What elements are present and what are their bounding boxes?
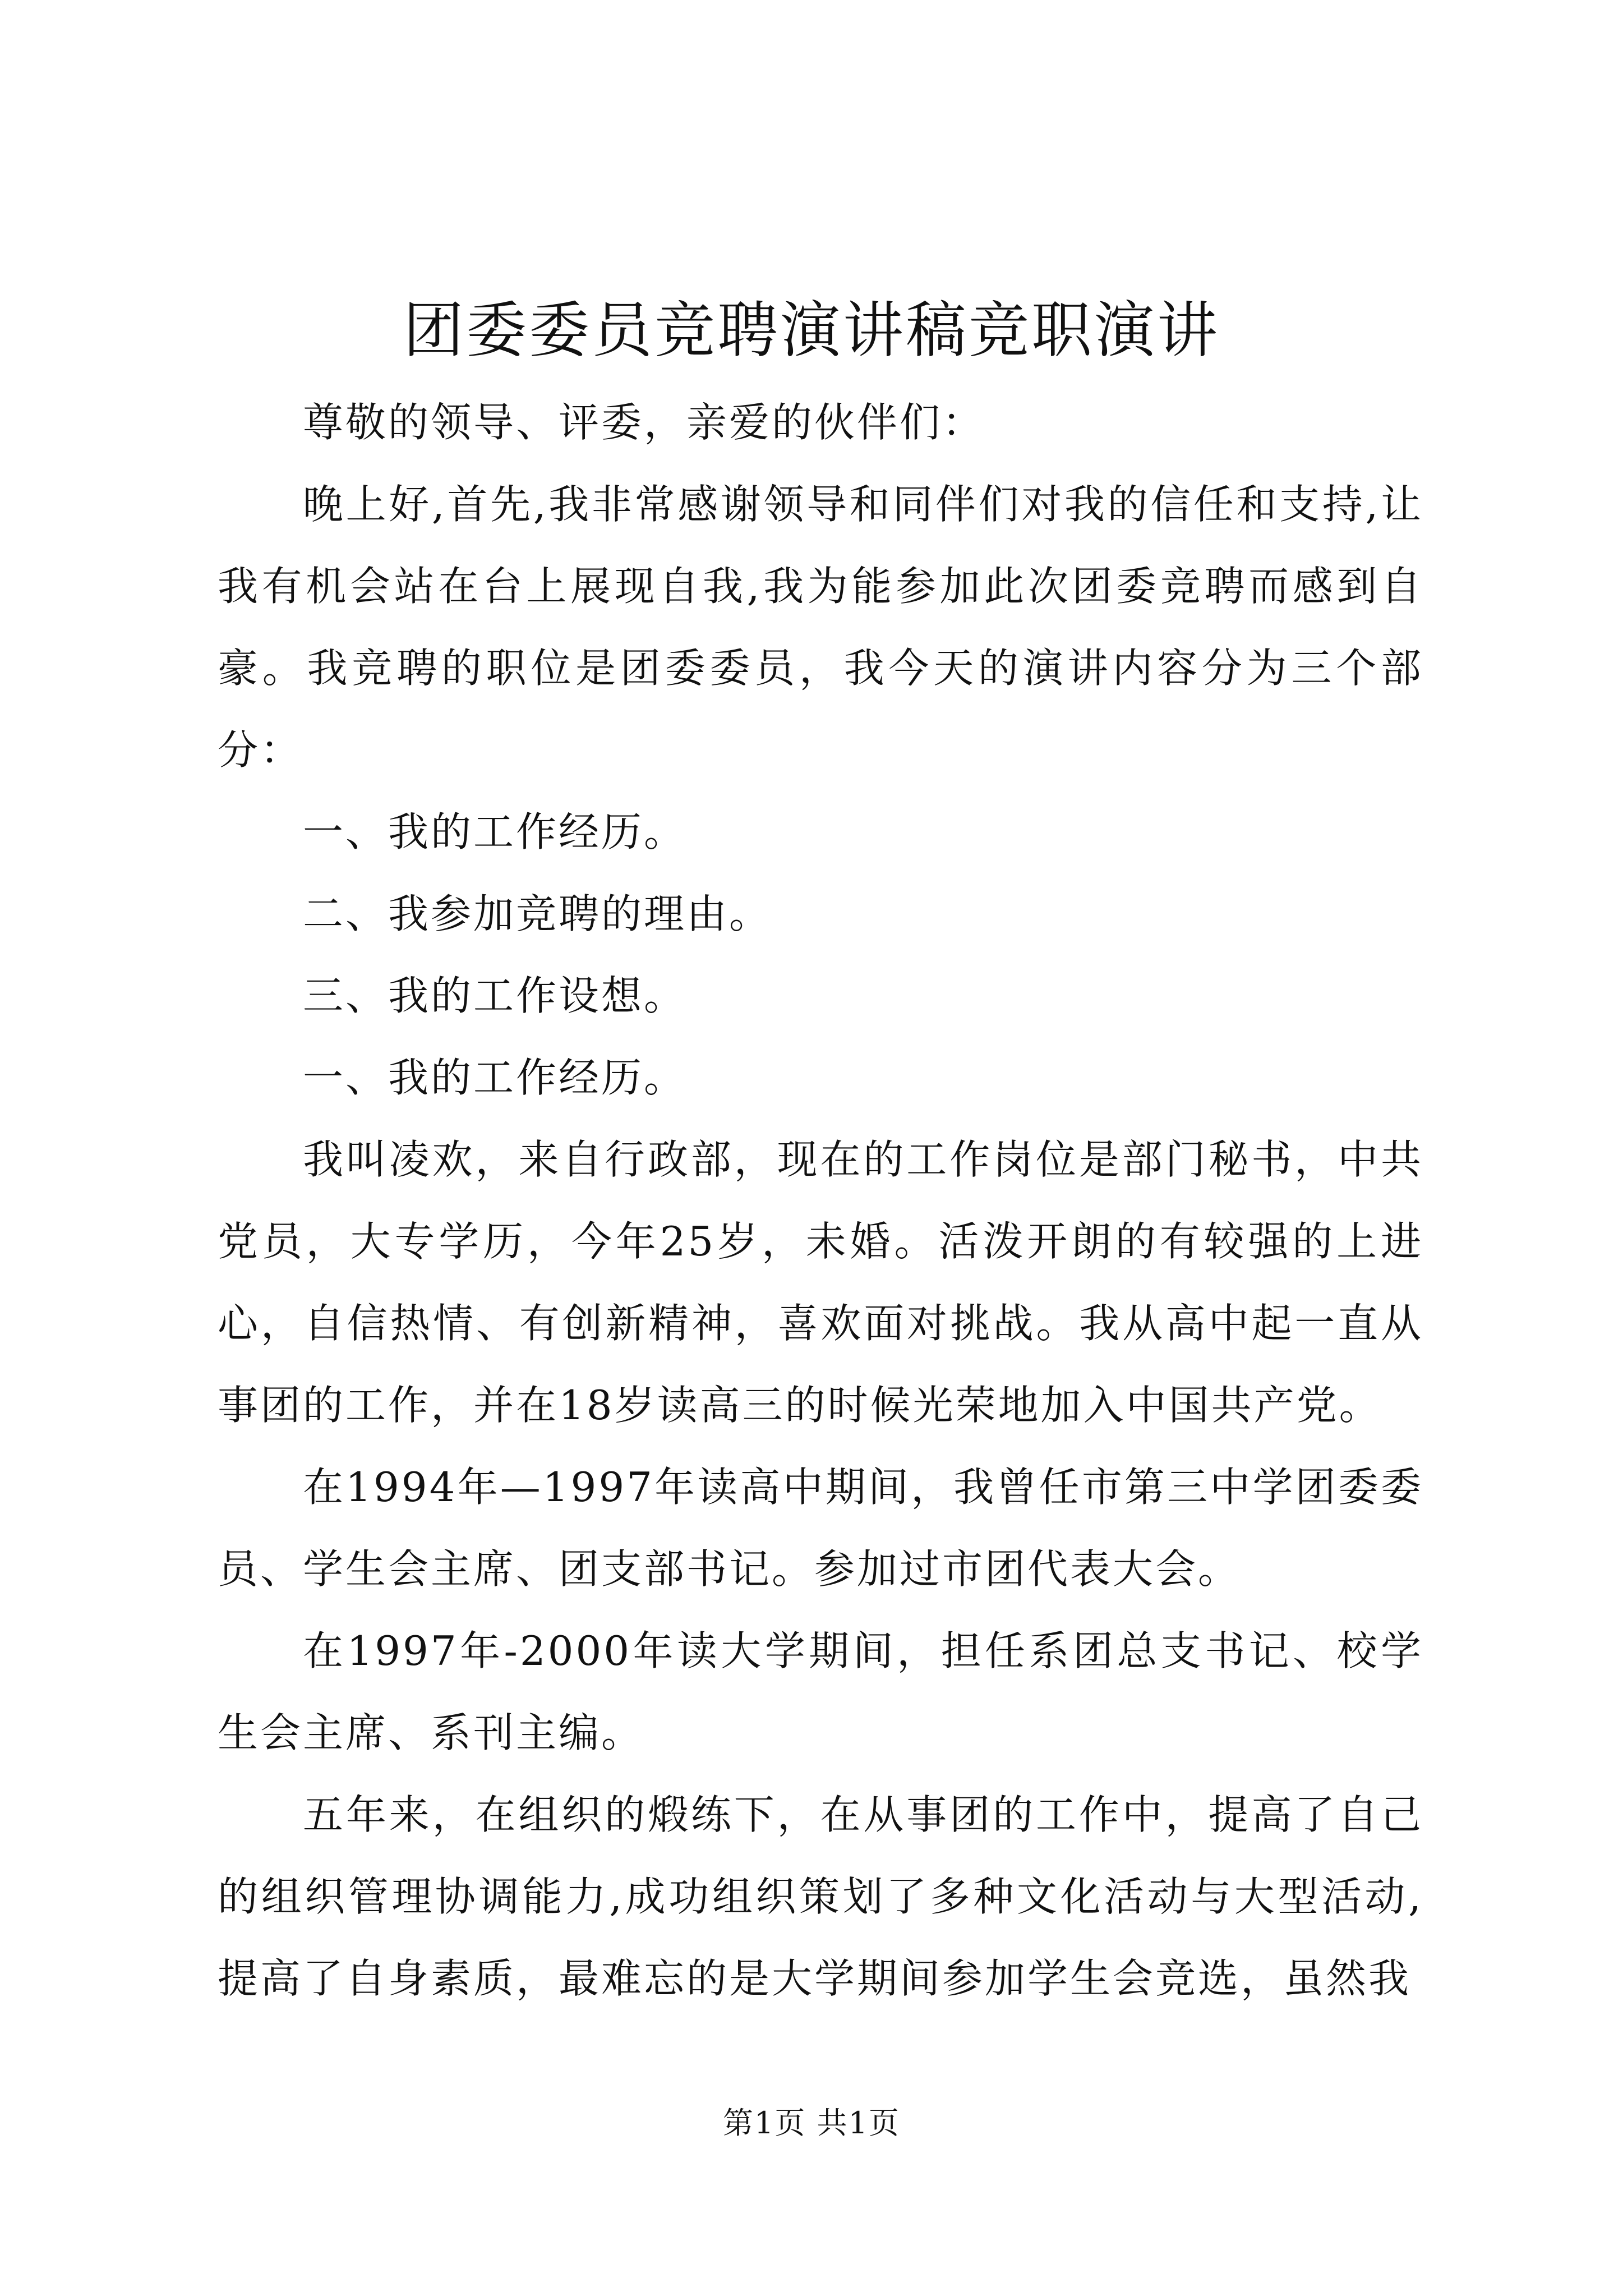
outline-item: 三、我的工作设想。 [303, 972, 687, 1019]
document-title: 团委委员竞聘演讲稿竞职演讲 [403, 296, 1220, 366]
page-number-footer: 第1页 共1页 [723, 2105, 900, 2141]
outline-item: 一、我的工作经历。 [303, 808, 687, 855]
section-heading: 一、我的工作经历。 [303, 1054, 687, 1101]
body-paragraph: 我叫凌欢，来自行政部，现在的工作岗位是部门秘书，中共党员，大专学历，今年25岁，未婚。活泼开朗的有较强的上进心，自信热情、有创新精神，喜欢面对挑战。我从高中起一直从事团的工作，并在18岁读高三的时候光荣地加入中国共产党。 [218, 1136, 1423, 1429]
body-paragraph: 在1997年-2000年读大学期间，担任系团总支书记、校学生会主席、系刊主编。 [218, 1627, 1423, 1756]
document-body [218, 381, 1423, 2019]
salutation-paragraph: 尊敬的领导、评委，亲爱的伙伴们： [303, 399, 985, 446]
body-paragraph: 五年来，在组织的煅练下，在从事团的工作中，提高了自己的组织管理协调能力,成功组织策划了多种文化活动与大型活动,提高了自身素质，最难忘的是大学期间参加学生会竞选，虽然我 [218, 1791, 1423, 2002]
opening-paragraph: 晚上好,首先,我非常感谢领导和同伴们对我的信任和支持,让我有机会站在台上展现自我,我为能参加此次团委竞聘而感到自豪。我竞聘的职位是团委委员，我今天的演讲内容分为三个部分： [218, 481, 1423, 774]
outline-item: 二、我参加竞聘的理由。 [303, 890, 772, 937]
body-paragraph: 在1994年—1997年读高中期间，我曾任市第三中学团委委员、学生会主席、团支部书记。参加过市团代表大会。 [218, 1464, 1423, 1593]
